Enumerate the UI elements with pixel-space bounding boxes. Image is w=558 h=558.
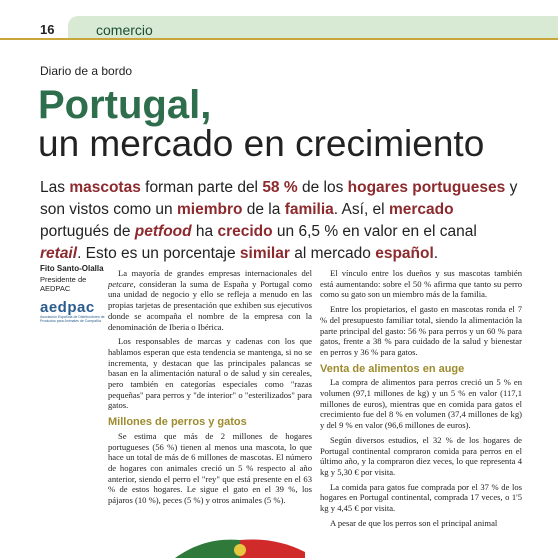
page-title-line1: Portugal, <box>38 83 212 127</box>
paragraph: Los responsables de marcas y cadenas con los que hablamos esperan que esta tendencia se mantenga, si no se incrementa, y destacan que las principales palancas se basan en la alimentación natural o de salud y sin cereales, pero también en categorías especiales como "razas pequeñas" para perros y "de interior" o "esterilizados" para gatos. <box>108 336 312 411</box>
aedpac-logo: aedpac <box>40 299 95 316</box>
author-role: Presidente de AEDPAC <box>40 275 87 293</box>
page-number: 16 <box>40 22 55 37</box>
paragraph: A pesar de que los perros son el principal animal <box>330 517 498 528</box>
paragraph: La compra de alimentos para perros creció un 5 % en volumen (97,1 millones de kg) y un 5 % en valor (117,1 millones de euros), mientras que en comida para gatos el crecimiento fue del 8 % en volumen (37,4 millones de kg) y del 9 % en valor (96,6 millones de euros). <box>320 377 522 431</box>
paragraph: El vínculo entre los dueños y sus mascotas también está aumentando: sobre el 50 % afirma que tanto su perro como su gato son un miembro más de la familia. <box>320 268 522 300</box>
section-label: comercio <box>96 22 153 38</box>
subheading: Millones de perros y gatos <box>108 416 247 429</box>
paragraph: Se estima que más de 2 millones de hogares portugueses (56 %) tienen al menos una mascota, lo que hace un total de más de 6 millones de mascotas. El número de hogares con animales creció un 5 % respecto al año anterior, siendo el perro el "rey" que está presente en el 63 % de estos hogares. Le sigue el gato en el 39 %, los pájaros (10 %), peces (5 %) y otros animales (5 %). <box>108 430 312 506</box>
paragraph: Según diversos estudios, el 32 % de los hogares de Portugal continental compraron comida para perros en el último año, y la compraron diez veces, lo que representa 4 kg y 5,30 € por visita. <box>320 434 522 477</box>
article-column-1 <box>108 268 312 558</box>
paragraph: La mayoría de grandes empresas internacionales del petcare, consideran la suma de España y Portugal como una unidad de negocio y ello se refleja a menudo en las propias tarjetas de presentación que exhiben sus ejecutivos donde se acompaña el nombre de la empresa con la denominación de Iberia o Ibérica. <box>108 268 312 332</box>
article-column-2 <box>320 268 522 558</box>
lead-paragraph: Las mascotas forman parte del 58 % de los hogares portugueses y son vistos como un miembro de la familia. Así, el mercado portugués de petfood ha crecido un 6,5 % en valor en el canal retail. Esto es un porcentaje similar al mercado español. <box>40 179 518 262</box>
page-title-line2: un mercado en crecimiento <box>38 123 485 164</box>
header-rule <box>0 38 558 40</box>
subheading: Venta de alimentos en auge <box>320 362 465 375</box>
kicker: Diario de a bordo <box>40 64 133 78</box>
paragraph: Entre los propietarios, el gasto en mascotas ronda el 7 % del presupuesto familiar total, siendo la alimentación la parte principal del gasto: 56 % para perros y un 60 % para gatos, frente a 38 % para cuidado de la salud y bienestar en perros y 36 % para gatos. <box>320 304 522 357</box>
author-name: Fito Santo-Olalla <box>40 264 104 273</box>
header-bar <box>0 0 558 44</box>
paragraph: La comida para gatos fue comprada por el 37 % de los hogares en Portugal continental, comprada 17 veces, o 1'5 kg y 4,45 € por visita. <box>320 481 522 514</box>
portugal-flag-illustration <box>175 532 305 558</box>
logo-subtitle: Asociación Española de Distribuidores de Productos para Animales de Compañía <box>40 315 105 323</box>
